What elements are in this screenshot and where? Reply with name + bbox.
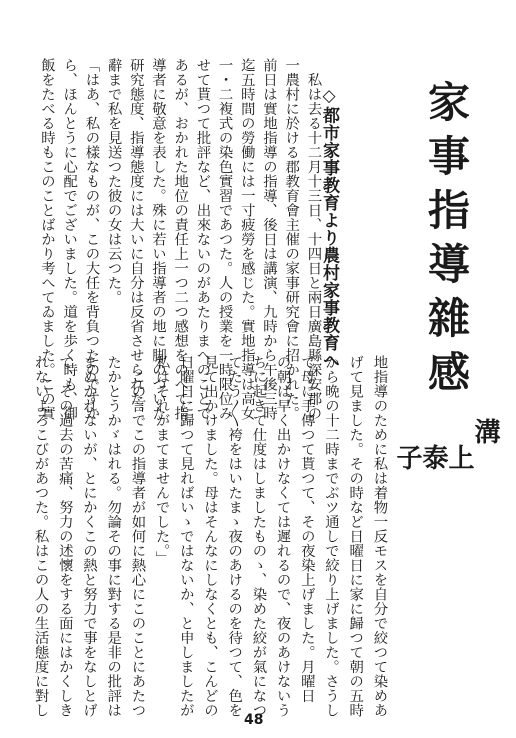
text-column: 迄五時間の勞働には一寸疲勞を感じた。實地指導は高女 (238, 58, 255, 421)
text-column: ら、ほんとうに心配でございました。道を歩く時も、御 (61, 58, 78, 421)
text-column: 一・二複式の染色實習であつた。人の授業を一時限位み (216, 58, 233, 421)
text-column: 私はそれがまてませんでした。」 (153, 355, 170, 566)
text-column: せて貰つて批評など、出來ないのがあたりまへのことで (194, 58, 211, 421)
text-column: 見て出かけました。母はそんなにしなくとも、こんどの (202, 355, 218, 718)
text-column: て母に手傳つて貰つて、その夜染上げました。月曜日 (298, 355, 315, 703)
text-column: げて見ました。その時など日曜日に家に歸つて朝の五時 (347, 355, 364, 718)
text-column: の朝は早く出かけなくては遲れるので、夜のあけないう (274, 355, 291, 718)
author-char: 上 (444, 444, 474, 470)
text-column: 「はあ、私の樣なものが、この大任を背負つたのですか (83, 58, 100, 421)
text-column: て、その過去の苦痛、努力の述懷をする面にはかくしき (56, 355, 73, 718)
text-column: あるが、おかれた地位の責任上一つ二つ感想をのべて指 (172, 58, 189, 421)
article-subtitle: ◇都市家事教育より農村家事教育へ (319, 86, 339, 369)
text-column: 日曜日に歸つて見ればいゝではないか、と申しましたが (177, 355, 194, 718)
text-column: 研究態度、指導態度には大いに自分は反省させられた。 (127, 58, 144, 421)
author-char: 子 (392, 444, 422, 470)
text-column: たかとうかゞはれる。勿論その事に對する是非の批評は (105, 355, 122, 718)
text-column: 前日は實地指導の指導、後日は講演、九時から午後三時 (261, 58, 277, 421)
text-column: から晩の十二時までぶツ通しで絞り上げました。さうし (323, 355, 339, 718)
text-column: 飯をたべる時もこのことばかり考へてゐました。この實 (39, 58, 55, 421)
text-column: 辭まで私を見送つた彼の女は云つた。 (105, 58, 122, 305)
text-column: 地指導のために私は着物一反モスを自分で絞つて染めあ (371, 355, 388, 718)
page-number: 48 (244, 712, 264, 728)
article-title: 家事指導雜感 (422, 80, 471, 404)
author-char: 溝 (470, 418, 500, 444)
author-char: 泰 (418, 444, 448, 470)
text-column: ちに起きて仕度はしましたものゝ、染めた絞が氣になつ (250, 355, 267, 718)
text-column: 一農村に於ける郡教育會主催の家事研究會に招かれた。 (283, 58, 300, 421)
text-column: この言でこの指導者が如何に熱心にこのことにあたつ (129, 355, 146, 718)
article-author (394, 418, 498, 470)
text-column: 導者に敬意を表した。殊に若い指導者の地に脚のついた (150, 58, 166, 421)
text-column: れないよろこびがあつた。私はこの人の生活態度に對し (32, 355, 49, 718)
text-column: まぬかれないが、とにかくこの熱と努力で事をなしとげ (81, 355, 97, 718)
text-column: 私は去る十二月十三日、十四日と兩日廣島縣深安郡の (305, 58, 322, 421)
text-column: てたう〳〵袴をはいたまゝ夜のあけるのを待つて、色を (226, 355, 243, 718)
